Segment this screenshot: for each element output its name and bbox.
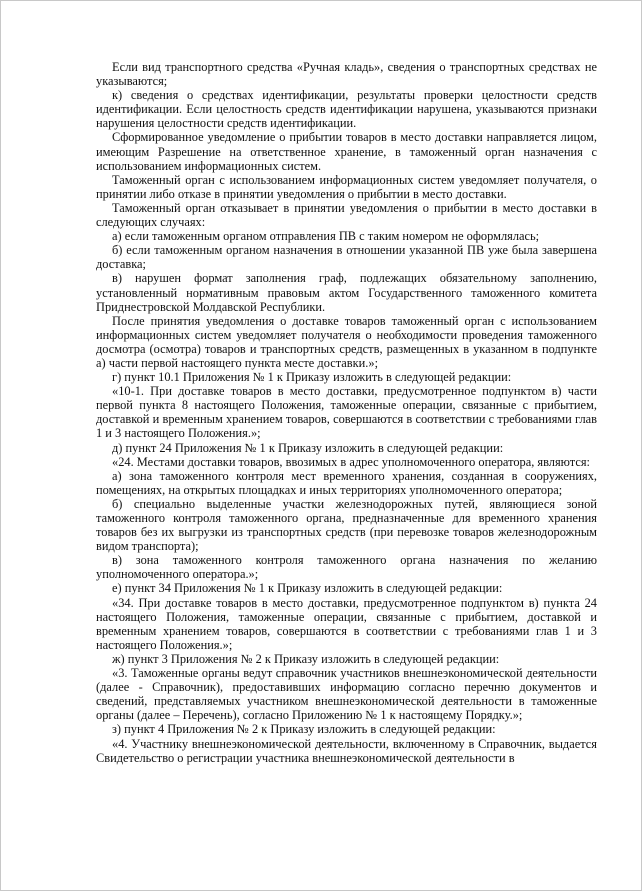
paragraph: «3. Таможенные органы ведут справочник участников внешнеэкономической деятельности (далее - Справочник), предоставивших информацию согласно перечню документов и сведений, представляемых участником внешнеэкономической деятельности в таможенные органы (далее – Перечень), согласно Приложению № 1 к настоящему Порядку.»;: [96, 666, 597, 723]
paragraph: «24. Местами доставки товаров, ввозимых в адрес уполномоченного оператора, являются:: [112, 454, 590, 469]
paragraph: б) если таможенным органом назначения в отношении указанной ПВ уже была завершена доставка;: [96, 243, 597, 272]
paragraph: Сформированное уведомление о прибытии товаров в место доставки направляется лицом, имеющим Разрешение на ответственное хранение, в таможенный орган назначения с использованием информационных систем.: [96, 130, 597, 173]
paragraph: е) пункт 34 Приложения № 1 к Приказу изложить в следующей редакции:: [112, 581, 503, 596]
paragraph: в) нарушен формат заполнения граф, подлежащих обязательному заполнению, установленный нормативным правовым актом Государственного таможенного комитета Приднестровской Молдавской Республики.: [96, 271, 597, 314]
paragraph: После принятия уведомления о доставке товаров таможенный орган с использованием информационных систем уведомляет получателя о необходимости проведения таможенного досмотра (осмотра) товаров и транспортных средств, размещенных в указанном в подпункте а) части первой настоящего пункта месте доставки.»;: [96, 313, 597, 370]
paragraph: а) зона таможенного контроля мест временного хранения, созданная в сооружениях, помещениях, на открытых площадках и иных территориях уполномоченного оператора;: [96, 468, 597, 497]
paragraph: ж) пункт 3 Приложения № 2 к Приказу изложить в следующей редакции:: [112, 651, 500, 666]
paragraph: «4. Участнику внешнеэкономической деятельности, включенному в Справочник, выдается Свидетельство о регистрации участника внешнеэкономической деятельности в: [96, 736, 597, 765]
paragraph: Таможенный орган с использованием информационных систем уведомляет получателя, о принятии либо отказе в принятии уведомления о прибытии в место доставки.: [96, 172, 597, 201]
paragraph: д) пункт 24 Приложения № 1 к Приказу изложить в следующей редакции:: [112, 440, 504, 455]
paragraph: «10-1. При доставке товаров в место доставки, предусмотренное подпунктом в) части первой пункта 8 настоящего Положения, таможенные операции, связанные с прибытием, доставкой и временным хранением товаров, совершаются в соответствии с требованиями глав 1 и 3 настоящего Положения.»;: [96, 384, 597, 441]
paragraph: б) специально выделенные участки железнодорожных путей, являющиеся зоной таможенного контроля таможенного органа, предназначенные для временного хранения товаров без их выгрузки из транспортных средств (при перевозке товаров железнодорожным видом транспорта);: [96, 496, 597, 554]
paragraph: к) сведения о средствах идентификации, результаты проверки целостности средств идентификации. Если целостность средств идентификации нарушена, указываются признаки нарушения целостности средств идентификации.: [96, 88, 597, 131]
paragraph: з) пункт 4 Приложения № 2 к Приказу изложить в следующей редакции:: [112, 722, 496, 737]
document-body: [96, 60, 597, 765]
paragraph: а) если таможенным органом отправления ПВ с таким номером не оформлялась;: [112, 229, 540, 244]
paragraph: в) зона таможенного контроля таможенного органа назначения по желанию уполномоченного оператора.»;: [96, 553, 597, 582]
paragraph: Таможенный орган отказывает в принятии уведомления о прибытии в место доставки в следующих случаях:: [96, 200, 597, 230]
paragraph: г) пункт 10.1 Приложения № 1 к Приказу изложить в следующей редакции:: [112, 370, 512, 385]
paragraph: «34. При доставке товаров в место доставки, предусмотренное подпунктом в) пункта 24 настоящего Положения, таможенные операции, связанные с прибытием, доставкой и временным хранением товаров, совершаются в соответствии с требованиями глав 1 и 3 настоящего Положения.»;: [96, 595, 597, 652]
paragraph: Если вид транспортного средства «Ручная кладь», сведения о транспортных средствах не указываются;: [96, 60, 597, 89]
